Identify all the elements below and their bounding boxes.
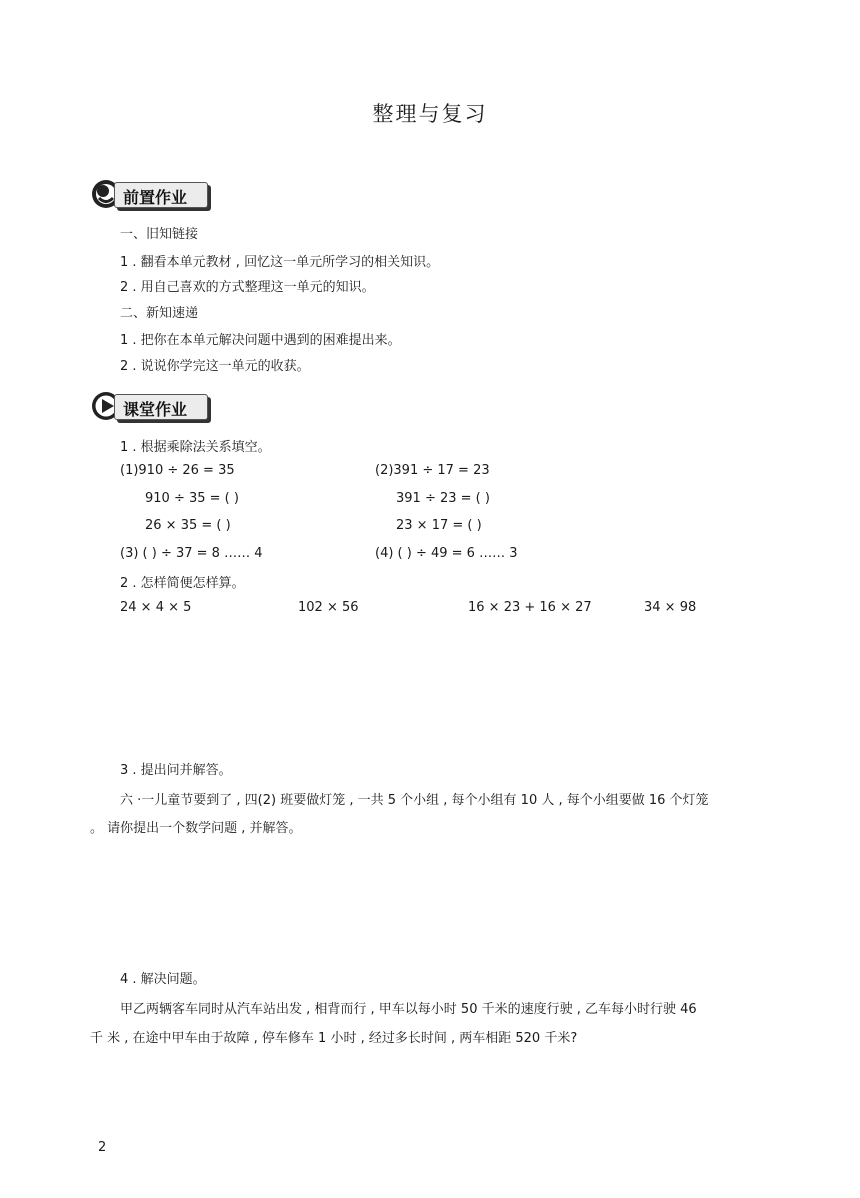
- class-work-badge: [114, 394, 208, 420]
- q1-right-1: (2)391 ÷ 17 = 23: [375, 463, 490, 478]
- q2-title: 2 . 怎样简便怎样算。: [120, 576, 245, 591]
- q1-left-2: 910 ÷ 35 = ( ): [145, 491, 239, 506]
- q1-right-2: 391 ÷ 23 = ( ): [396, 491, 490, 506]
- class-work-header: [90, 390, 220, 424]
- pre-work-heading: 前置作业: [123, 188, 188, 207]
- q3-text-line1: 六 ·一儿童节要到了 , 四(2) 班要做灯笼 , 一共 5 个小组 , 每个小组有 10 人 , 每个小组要做 16 个灯笼: [120, 793, 709, 808]
- q1-left-3: 26 × 35 = ( ): [145, 518, 231, 533]
- q3-text-line2: 。 请你提出一个数学问题 , 并解答。: [90, 821, 302, 836]
- page-number: 2: [98, 1140, 107, 1155]
- q1-title: 1 . 根据乘除法关系填空。: [120, 440, 271, 455]
- q3-title: 3 . 提出问并解答。: [120, 763, 232, 778]
- q1-left-4: (3) ( ) ÷ 37 = 8 …… 4: [120, 546, 263, 561]
- q1-right-3: 23 × 17 = ( ): [396, 518, 482, 533]
- q1-right-4: (4) ( ) ÷ 49 = 6 …… 3: [375, 546, 518, 561]
- part1-item-1: 1 . 翻看本单元教材 , 回忆这一单元所学习的相关知识。: [120, 255, 440, 270]
- page-title: 整理与复习: [372, 102, 488, 126]
- q4-title: 4 . 解决问题。: [120, 972, 206, 987]
- q2-expr-3: 16 × 23 + 16 × 27: [468, 600, 592, 615]
- q2-expr-2: 102 × 56: [298, 600, 359, 615]
- pre-work-header: [90, 178, 220, 212]
- q2-expr-4: 34 × 98: [644, 600, 697, 615]
- part2-title: 二、新知速递: [120, 306, 199, 321]
- q1-left-1: (1)910 ÷ 26 = 35: [120, 463, 235, 478]
- part1-item-2: 2 . 用自己喜欢的方式整理这一单元的知识。: [120, 280, 375, 295]
- part2-item-2: 2 . 说说你学完这一单元的收获。: [120, 359, 310, 374]
- q4-text-line2: 千 米 , 在途中甲车由于故障 , 停车修车 1 小时 , 经过多长时间 , 两车相距 520 千米?: [90, 1031, 578, 1046]
- class-work-heading: 课堂作业: [123, 400, 188, 419]
- q4-text-line1: 甲乙两辆客车同时从汽车站出发 , 相背而行 , 甲车以每小时 50 千米的速度行驶 , 乙车每小时行驶 46: [120, 1002, 697, 1017]
- pre-work-badge: [114, 182, 208, 208]
- q2-expr-1: 24 × 4 × 5: [120, 600, 192, 615]
- part1-title: 一、旧知链接: [120, 227, 199, 242]
- part2-item-1: 1 . 把你在本单元解决问题中遇到的困难提出来。: [120, 333, 401, 348]
